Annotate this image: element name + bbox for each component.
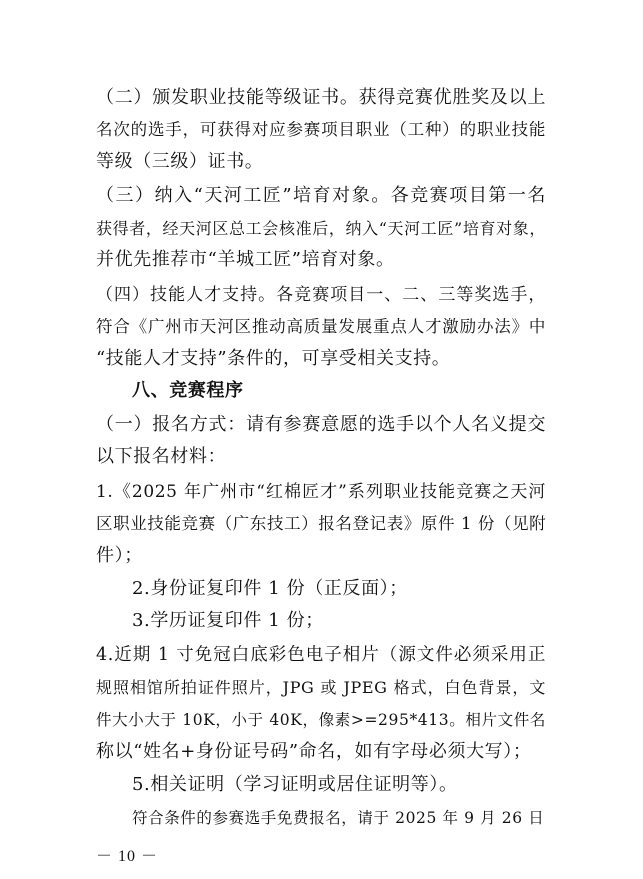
- paragraph-line: （一）报名方式：请有参赛意愿的选手以个人名义提交: [96, 414, 546, 435]
- paragraph-line: 4.近期 1 寸免冠白底彩色电子相片（源文件必须采用正: [96, 645, 546, 665]
- page-number: － 10 －: [96, 848, 159, 865]
- paragraph-line: 2.身份证复印件 1 份（正反面）；: [132, 578, 408, 599]
- paragraph-line: 称以“姓名+身份证号码”命名，如有字母必须大写）；: [96, 741, 532, 762]
- paragraph-line: 获得者，经天河区总工会核准后，纳入“天河工匠”培育对象，: [96, 219, 546, 238]
- paragraph-line: 符合《广州市天河区推动高质量发展重点人才激励办法》中: [96, 317, 546, 336]
- paragraph-line: 名次的选手，可获得对应参赛项目职业（工种）的职业技能: [96, 120, 546, 139]
- paragraph-line: 件）；: [96, 545, 143, 566]
- paragraph-line: （三）纳入“天河工匠”培育对象。各竞赛项目第一名: [96, 185, 546, 206]
- paragraph-line: 3.学历证复印件 1 份；: [132, 610, 324, 631]
- paragraph-line: 以下报名材料：: [96, 446, 227, 467]
- paragraph-line: “技能人才支持”条件的，可享受相关支持。: [96, 348, 451, 369]
- paragraph-line: 件大小大于 10K，小于 40K，像素>=295*413。相片文件名: [96, 711, 546, 729]
- paragraph-line: （四）技能人才支持。各竞赛项目一、二、三等奖选手，: [96, 285, 546, 305]
- paragraph-line: 区职业技能竞赛（广东技工）报名登记表》原件 1 份（见附: [96, 514, 547, 533]
- paragraph-line: 1.《2025 年广州市“红棉匠才”系列职业技能竞赛之天河: [96, 482, 546, 502]
- paragraph-line: 并优先推荐市“羊城工匠”培育对象。: [96, 249, 395, 270]
- paragraph-line: 5.相关证明（学习证明或居住证明等）。: [132, 774, 458, 795]
- paragraph-line: 规照相馆所拍证件照片，JPG 或 JPEG 格式，白色背景，文: [96, 678, 546, 697]
- section-heading: 八、竞赛程序: [132, 380, 244, 401]
- paragraph-line: 符合条件的参赛选手免费报名，请于 2025 年 9 月 26 日: [132, 809, 545, 827]
- paragraph-line: （二）颁发职业技能等级证书。获得竞赛优胜奖及以上: [96, 87, 546, 108]
- paragraph-line: 等级（三级）证书。: [96, 151, 264, 172]
